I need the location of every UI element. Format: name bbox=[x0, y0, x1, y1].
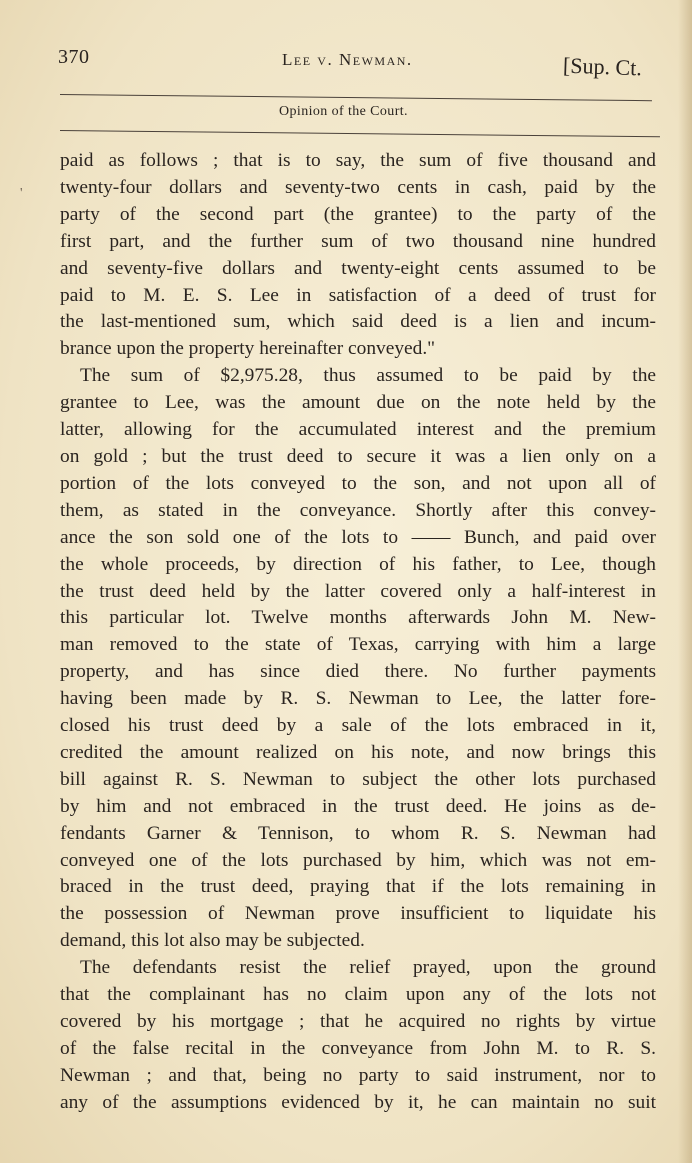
text-line: them, as stated in the conveyance. Shortly after this convey- bbox=[60, 499, 656, 521]
text-line: grantee to Lee, was the amount due on the note held by the bbox=[60, 392, 656, 414]
text-line: party of the second part (the grantee) to the party of the bbox=[60, 203, 656, 225]
header-rule-bottom bbox=[60, 130, 660, 137]
text-line: portion of the lots conveyed to the son, and not upon all of bbox=[60, 472, 656, 494]
text-line: the whole proceeds, by direction of his father, to Lee, though bbox=[60, 553, 656, 575]
text-line: having been made by R. S. Newman to Lee, the latter fore- bbox=[60, 688, 656, 710]
text-line: the possession of Newman prove insufficient to liquidate his bbox=[60, 903, 656, 925]
running-title: Lee v. Newman. bbox=[282, 50, 413, 69]
paragraph-start: The defendants resist the relief prayed, upon the ground bbox=[80, 957, 656, 979]
text-line: that the complainant has no claim upon any of the lots not bbox=[60, 984, 656, 1006]
margin-mark: ' bbox=[20, 186, 23, 201]
text-line: paid to M. E. S. Lee in satisfaction of a deed of trust for bbox=[60, 284, 656, 306]
text-line: this particular lot. Twelve months afterwards John M. New- bbox=[60, 607, 656, 629]
page-header bbox=[0, 0, 692, 140]
text-line: twenty-four dollars and seventy-two cents in cash, paid by the bbox=[60, 176, 656, 198]
text-line: Newman ; and that, being no party to said instrument, nor to bbox=[60, 1064, 656, 1086]
court-tag: [Sup. Ct. bbox=[562, 52, 643, 81]
section-subheading: Opinion of the Court. bbox=[279, 104, 408, 119]
text-line: brance upon the property hereinafter conveyed." bbox=[60, 338, 436, 360]
text-line: fendants Garner & Tennison, to whom R. S. Newman had bbox=[60, 822, 656, 844]
text-line: demand, this lot also may be subjected. bbox=[60, 930, 365, 952]
header-rule-top bbox=[60, 94, 652, 101]
text-line: man removed to the state of Texas, carrying with him a large bbox=[60, 634, 656, 656]
text-line: the trust deed held by the latter covered only a half-interest in bbox=[60, 580, 656, 602]
text-line: the last-mentioned sum, which said deed is a lien and incum- bbox=[60, 311, 656, 333]
text-line: credited the amount realized on his note, and now brings this bbox=[60, 741, 656, 763]
text-line: paid as follows ; that is to say, the sum of five thousand and bbox=[60, 150, 656, 171]
text-line: latter, allowing for the accumulated interest and the premium bbox=[60, 419, 656, 441]
text-line: covered by his mortgage ; that he acquired no rights by virtue bbox=[60, 1011, 656, 1032]
opinion-body bbox=[60, 148, 656, 1117]
page-edge-shadow bbox=[678, 0, 692, 1163]
text-line: bill against R. S. Newman to subject the other lots purchased bbox=[60, 768, 656, 790]
text-line: property, and has since died there. No further payments bbox=[60, 661, 656, 683]
paragraph-start: The sum of $2,975.28, thus assumed to be paid by the bbox=[80, 365, 656, 387]
text-line: of the false recital in the conveyance from John M. to R. S. bbox=[60, 1037, 656, 1059]
text-line: braced in the trust deed, praying that if the lots remaining in bbox=[60, 876, 656, 898]
text-line: ance the son sold one of the lots to —— Bunch, and paid over bbox=[60, 526, 656, 548]
text-line: closed his trust deed by a sale of the lots embraced in it, bbox=[60, 715, 656, 737]
page-number: 370 bbox=[58, 46, 90, 68]
text-line: conveyed one of the lots purchased by him, which was not em- bbox=[60, 849, 656, 871]
text-line: and seventy-five dollars and twenty-eight cents assumed to be bbox=[60, 257, 656, 279]
text-line: first part, and the further sum of two thousand nine hundred bbox=[60, 230, 656, 252]
text-line: by him and not embraced in the trust deed. He joins as de- bbox=[60, 795, 656, 817]
text-line: on gold ; but the trust deed to secure it was a lien only on a bbox=[60, 445, 656, 467]
text-line: any of the assumptions evidenced by it, he can maintain no suit bbox=[60, 1091, 656, 1113]
